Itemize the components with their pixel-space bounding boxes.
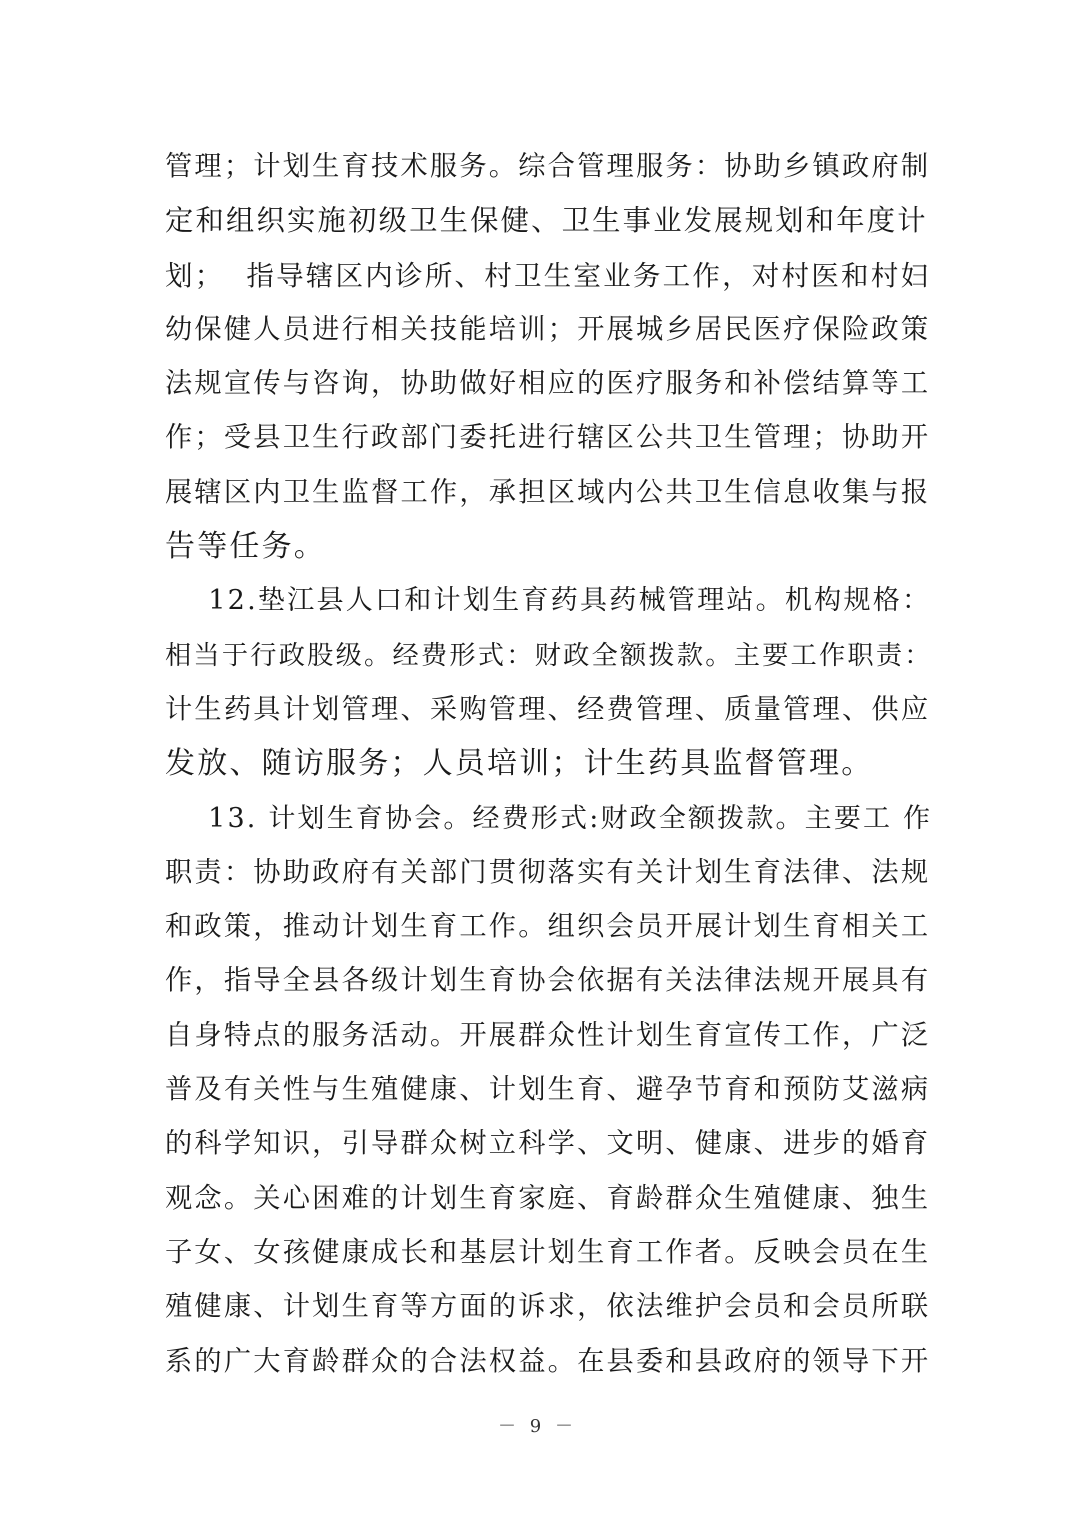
text-line: 相当于行政股级。经费形式：财政全额拨款。主要工作职责：: [165, 640, 933, 671]
text-line: 展辖区内卫生监督工作，承担区域内公共卫生信息收集与报: [165, 476, 931, 508]
text-line: 观念。关心困难的计划生育家庭、育龄群众生殖健康、独生: [165, 1182, 931, 1214]
text-line: 子女、女孩健康成长和基层计划生育工作者。反映会员在生: [165, 1236, 931, 1268]
text-line: 自身特点的服务活动。开展群众性计划生育宣传工作，广泛: [165, 1019, 931, 1051]
text-line: 计生药具计划管理、采购管理、经费管理、质量管理、供应: [165, 693, 931, 725]
text-line: 殖健康、计划生育等方面的诉求，依法维护会员和会员所联: [165, 1291, 931, 1323]
text-line: 普及有关性与生殖健康、计划生育、避孕节育和预防艾滋病: [165, 1074, 931, 1106]
page-number: － 9 －: [498, 1416, 577, 1437]
body-text: [165, 140, 933, 1389]
text-line: 职责：协助政府有关部门贯彻落实有关计划生育法律、法规: [165, 856, 931, 888]
text-line: 和政策，推动计划生育工作。组织会员开展计划生育相关工: [165, 911, 931, 943]
text-line: 12.垫江县人口和计划生育药具药械管理站。机构规格：: [165, 585, 932, 617]
text-line: 的科学知识，引导群众树立科学、文明、健康、进步的婚育: [165, 1128, 931, 1160]
text-line: 管理；计划生育技术服务。综合管理服务：协助乡镇政府制: [165, 151, 931, 182]
text-line: 告等任务。: [165, 529, 326, 565]
text-line: 发放、随访服务；人员培训；计生药具监督管理。: [165, 746, 874, 782]
text-line: 幼保健人员进行相关技能培训；开展城乡居民医疗保险政策: [165, 313, 931, 345]
text-line: 作，指导全县各级计划生育协会依据有关法律法规开展具有: [165, 965, 931, 997]
text-line: 法规宣传与咨询，协助做好相应的医疗服务和补偿结算等工: [165, 368, 931, 400]
text-line: 划； 指导辖区内诊所、村卫生室业务工作，对村医和村妇: [165, 259, 931, 292]
text-line: 定和组织实施初级卫生保健、卫生事业发展规划和年度计: [165, 204, 928, 238]
text-line: 作；受县卫生行政部门委托进行辖区公共卫生管理；协助开: [165, 422, 931, 454]
text-line: 13. 计划生育协会。经费形式:财政全额拨款。主要工 作: [165, 802, 933, 834]
text-line: 系的广大育龄群众的合法权益。在县委和县政府的领导下开: [165, 1345, 931, 1377]
